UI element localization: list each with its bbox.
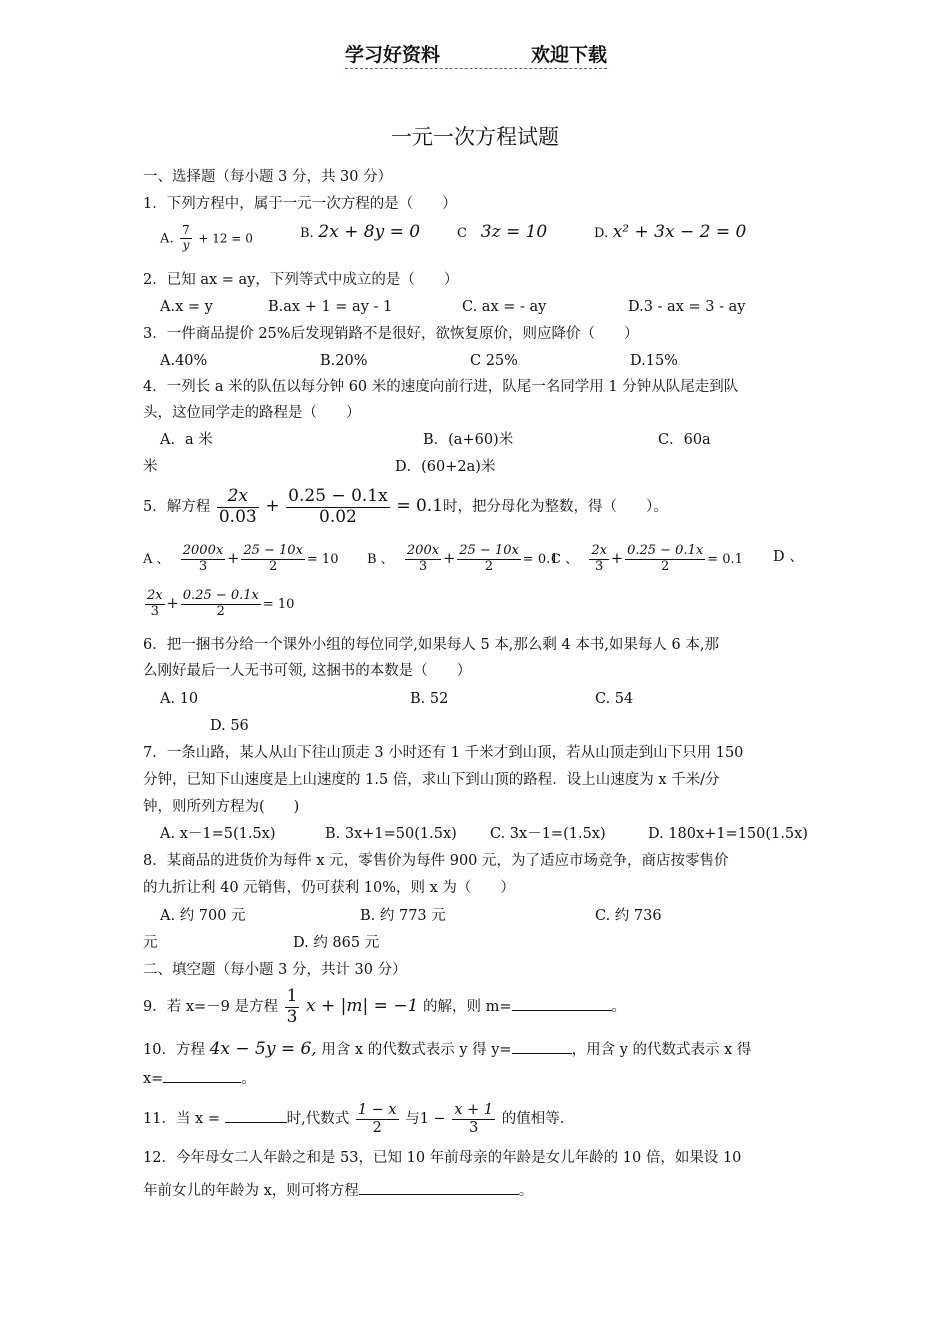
q4-stem-line2: 头，这位同学走的路程是（ ） [143, 405, 361, 421]
q7-stem-line3: 钟，则所列方程为( ) [143, 799, 300, 815]
q3-option-c: C 25% [470, 353, 518, 369]
fraction: $\frac{200x}{3}$ [406, 542, 440, 574]
q7-option-b: B. 3x+1=50(1.5x) [325, 826, 457, 842]
header-left-text: 学习好资料 [345, 44, 441, 66]
q1-option-b: B. 2x + 8y = 0 [300, 222, 421, 242]
fraction: $\frac{1}{3}$ [286, 985, 298, 1027]
q12-stem-line2: 年前女儿的年龄为 x，则可将方程 。 [143, 1183, 534, 1199]
answer-blank[interactable] [359, 1194, 519, 1195]
option-label: A. [160, 231, 174, 247]
q6-option-d: D. 56 [210, 718, 249, 734]
answer-blank[interactable] [225, 1122, 287, 1123]
q11-stem: 11．当 x = 时,代数式 $\frac{1 - x}{2}$ 与1 − $\frac{x + 1}{3}$ 的值相等. [143, 1101, 565, 1136]
section-heading-choice: 一、选择题（每小题 3 分，共 30 分） [143, 169, 393, 185]
q5-option-a: A 、 $\frac{2000x}{3}$ + $\frac{25 - 10x}{2}$ = 10 [143, 542, 339, 574]
q4-option-d: D．(60+2a)米 [395, 459, 496, 475]
fraction: $\frac{0.25 - 0.1x}{2}$ [182, 587, 259, 619]
fraction: $\frac{x + 1}{3}$ [454, 1101, 494, 1136]
q4-option-c: C．60a [658, 432, 711, 448]
fraction: $\frac{2x}{3}$ [591, 542, 607, 574]
document-title: 一元一次方程试题 [391, 125, 559, 149]
expression: + 12 = 0 [198, 231, 253, 246]
fraction: $\frac{7}{y}$ [182, 223, 190, 252]
page-header [345, 40, 607, 70]
fraction: $\frac{1 - x}{2}$ [357, 1101, 397, 1136]
q2-stem: 2．已知 ax = ay，下列等式中成立的是（ ） [143, 272, 459, 288]
q8-stem-line1: 8．某商品的进货价为每件 x 元，零售价为每件 900 元，为了适应市场竞争，商店按零售价 [143, 853, 729, 869]
q6-option-c: C. 54 [595, 691, 634, 707]
q7-option-a: A. x－1=5(1.5x) [160, 826, 276, 842]
fraction: $\frac{25 - 10x}{2}$ [459, 542, 519, 574]
q3-option-a: A.40% [160, 353, 208, 369]
q4-option-c-unit: 米 [143, 459, 158, 475]
q5-option-d: $\frac{2x}{3}$ + $\frac{0.25 - 0.1x}{2}$ = 10 [147, 587, 295, 619]
q10-stem: 10．方程 4x − 5y = 6, 用含 x 的代数式表示 y 得 y= ，用含 y 的代数式表示 x 得 [143, 1039, 752, 1059]
q1-option-c: C 3z = 10 [457, 222, 548, 242]
fraction: $\frac{2000x}{3}$ [182, 542, 224, 574]
q6-option-a: A. 10 [160, 691, 199, 707]
q3-stem: 3．一件商品提价 25%后发现销路不是很好，欲恢复原价，则应降价（ ） [143, 326, 639, 342]
q4-stem-line1: 4．一列长 a 米的队伍以每分钟 60 米的速度向前行进，队尾一名同学用 1 分钟从队尾走到队 [143, 379, 739, 395]
q2-option-d: D.3 - ax = 3 - ay [628, 299, 746, 315]
header-divider [345, 68, 607, 69]
q5-stem: 5．解方程 $\frac{2x}{0.03}$ + $\frac{0.25 - 0.1x}{0.02}$ = 0.1时，把分母化为整数，得（ ）。 [143, 485, 668, 527]
q8-stem-line2: 的九折让利 40 元销售，仍可获利 10%，则 x 为（ ） [143, 880, 515, 896]
q1-option-a [160, 224, 253, 253]
q8-option-c-unit: 元 [143, 935, 158, 951]
q7-option-d: D. 180x+1=150(1.5x) [648, 826, 808, 842]
q7-stem-line1: 7．一条山路，某人从山下往山顶走 3 小时还有 1 千米才到山顶，若从山顶走到山下只用 150 [143, 745, 744, 761]
q2-option-c: C. ax = - ay [462, 299, 547, 315]
answer-blank[interactable] [163, 1082, 241, 1083]
q3-option-d: D.15% [630, 353, 678, 369]
fraction: $\frac{0.25 - 0.1x}{0.02}$ [288, 485, 388, 527]
q7-option-c: C. 3x－1=(1.5x) [490, 826, 606, 842]
q8-option-d: D. 约 865 元 [293, 935, 380, 951]
answer-blank[interactable] [512, 1010, 612, 1011]
section-heading-fill: 二、填空题（每小题 3 分，共计 30 分） [143, 962, 407, 978]
q5-option-d-label: D 、 [773, 549, 804, 565]
q4-option-a: A．a 米 [160, 432, 213, 448]
q5-option-c: C 、 $\frac{2x}{3}$ + $\frac{0.25 - 0.1x}{2}$ = 0.1 [551, 542, 743, 574]
answer-blank[interactable] [512, 1053, 572, 1054]
fraction: $\frac{2x}{3}$ [147, 587, 163, 619]
fraction: $\frac{0.25 - 0.1x}{2}$ [627, 542, 704, 574]
q1-stem: 1．下列方程中，属于一元一次方程的是（ ） [143, 196, 457, 212]
header-right-text: 欢迎下载 [530, 44, 607, 66]
q6-option-b: B. 52 [410, 691, 449, 707]
q1-option-d: D. x² + 3x − 2 = 0 [594, 222, 747, 242]
fraction: $\frac{2x}{0.03}$ [218, 485, 257, 527]
q6-stem-line2: 么刚好最后一人无书可领, 这捆书的本数是（ ） [143, 663, 472, 679]
q8-option-c: C. 约 736 [595, 908, 662, 924]
q2-option-a: A.x = y [160, 299, 213, 315]
q10-line2: x= 。 [143, 1071, 256, 1087]
q7-stem-line2: 分钟，已知下山速度是上山速度的 1.5 倍，求山下到山顶的路程．设上山速度为 x 千米/分 [143, 772, 720, 788]
fraction: $\frac{25 - 10x}{2}$ [243, 542, 303, 574]
q9-stem: 9．若 x=－9 是方程 $\frac{1}{3}$ x + |m| = −1 的解，则 m= 。 [143, 985, 626, 1027]
q6-stem-line1: 6．把一捆书分给一个课外小组的每位同学,如果每人 5 本,那么剩 4 本书,如果每人 6 本,那 [143, 637, 719, 653]
q4-option-b: B．(a+60)米 [423, 432, 514, 448]
q2-option-b: B.ax + 1 = ay - 1 [268, 299, 393, 315]
q5-option-b: B 、 $\frac{200x}{3}$ + $\frac{25 - 10x}{2}$ = 0.1 [367, 542, 559, 574]
q8-option-b: B. 约 773 元 [360, 908, 446, 924]
q8-option-a: A. 约 700 元 [160, 908, 246, 924]
q12-stem-line1: 12．今年母女二人年龄之和是 53，已知 10 年前母亲的年龄是女儿年龄的 10 倍，如果设 10 [143, 1150, 742, 1166]
q3-option-b: B.20% [320, 353, 368, 369]
